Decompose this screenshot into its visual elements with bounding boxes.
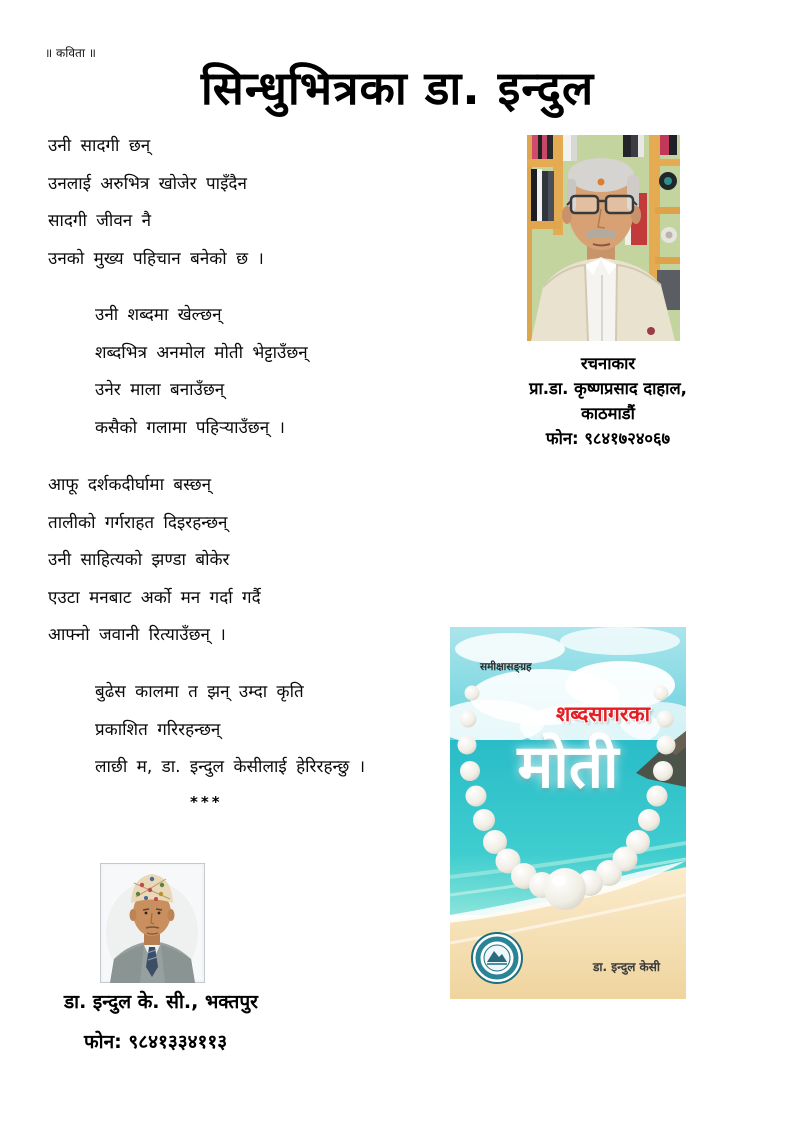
subject-caption: डा. इन्दुल के. सी., भक्तपुर xyxy=(64,991,258,1013)
poem-line: लाछी म, डा. इन्दुल केसीलाई हेरिरहन्छु । xyxy=(95,757,366,777)
author-label: रचनाकार xyxy=(580,354,636,373)
author-phone: फोन: ९८४१७२४०६७ xyxy=(545,429,671,448)
author-name: प्रा.डा. कृष्णप्रसाद दाहाल, xyxy=(529,379,687,398)
poem-stanza-4 xyxy=(95,674,365,787)
poem-line: उनेर माला बनाउँछन् xyxy=(95,380,225,400)
poem-end-mark: *** xyxy=(190,793,223,811)
poem-line: सादगी जीवन नै xyxy=(48,211,152,231)
subject-photo xyxy=(100,863,205,983)
poem-line: प्रकाशित गरिरहन्छन् xyxy=(95,719,221,740)
book-cover xyxy=(450,627,686,999)
poem-line: आफू दर्शकदीर्घामा बस्छन् xyxy=(48,475,212,495)
book-cover-author: डा. इन्दुल केसी xyxy=(593,960,660,974)
poem-stanza-1 xyxy=(48,128,264,278)
poem-line: बुढेस कालमा त झन् उम्दा कृति xyxy=(95,682,304,702)
book-cover-graphic xyxy=(450,627,686,999)
subject-photo-graphic xyxy=(100,863,205,983)
poem-line: उनको मुख्य पहिचान बनेको छ । xyxy=(48,248,264,269)
book-cover-subtitle: शब्दसागरका xyxy=(555,702,651,726)
poem-line: उनी साहित्यको झण्डा बोकेर xyxy=(48,550,230,570)
author-info xyxy=(492,351,724,451)
poem-stanza-2 xyxy=(95,297,308,447)
poem-line: एउटा मनबाट अर्को मन गर्दा गर्दै xyxy=(48,587,261,608)
author-photo xyxy=(527,135,680,341)
poem-line: आफ्नो जवानी रित्याउँछन् । xyxy=(48,625,226,645)
poem-line: कसैको गलामा पहिऱ्याउँछन् । xyxy=(95,417,285,438)
subject-phone: फोन: ९८४१३३४११३ xyxy=(84,1031,228,1053)
author-photo-graphic xyxy=(527,135,680,341)
book-cover-genre-label: समीक्षासङ्ग्रह xyxy=(480,661,532,673)
poem-line: उनी सादगी छन् xyxy=(48,136,151,156)
poem-line: उनलाई अरुभित्र खोजेर पाइँदैन xyxy=(48,173,247,194)
poem-line: उनी शब्दमा खेल्छन् xyxy=(95,305,222,325)
poem-stanza-3 xyxy=(48,467,261,655)
genre-label: ॥ कविता ॥ xyxy=(45,46,96,60)
book-cover-title: मोती xyxy=(517,732,619,802)
poem-line: शब्दभित्र अनमोल मोती भेट्टाउँछन् xyxy=(95,342,308,363)
page-title: सिन्धुभित्रका डा. इन्दुल xyxy=(200,61,595,115)
publisher-logo xyxy=(472,933,522,983)
author-city: काठमाडौं xyxy=(581,404,635,423)
poem-line: तालीको गर्गराहत दिइरहन्छन् xyxy=(48,512,228,533)
